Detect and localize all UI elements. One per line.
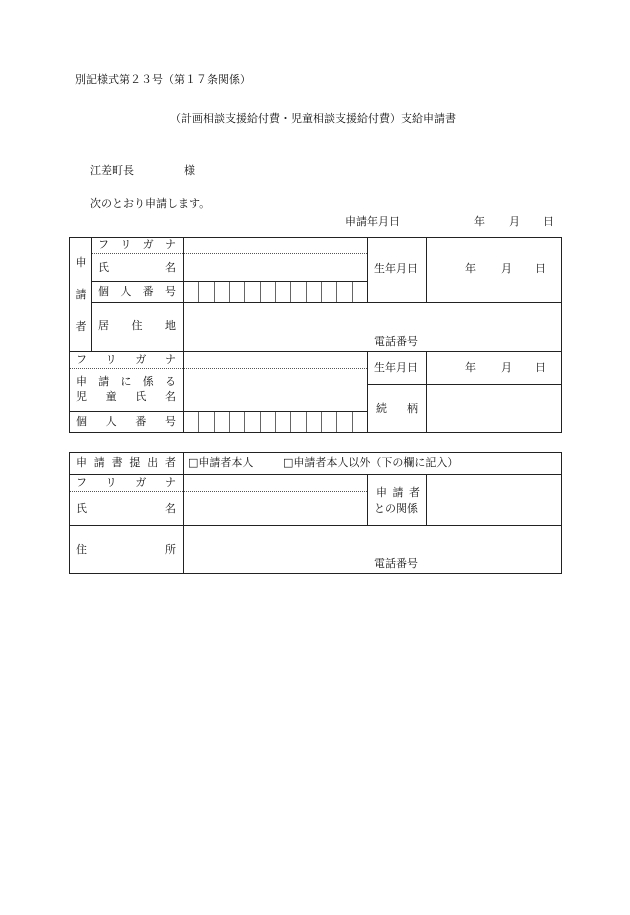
label-char: ナ	[164, 476, 176, 489]
applicant-section-char-1: 申	[75, 256, 87, 269]
submitter-furigana-input[interactable]	[184, 475, 367, 491]
label-char: 所	[165, 543, 176, 556]
application-date-day: 日	[543, 215, 554, 228]
addressee: 江差町長	[90, 164, 134, 177]
label-char: 申	[76, 375, 87, 388]
label-char: 氏	[98, 261, 109, 274]
label-char: 続	[376, 402, 387, 415]
label-char: フ	[76, 476, 87, 489]
submitter-relation-label-line1	[376, 486, 420, 500]
label-char: 童	[105, 390, 117, 403]
honorific: 様	[184, 164, 195, 177]
label-char: フ	[98, 238, 109, 251]
label-char: ナ	[164, 353, 176, 366]
submitter-relation-label-line2: との関係	[374, 502, 418, 515]
label-char: ナ	[164, 238, 176, 251]
application-date-month: 月	[509, 215, 520, 228]
submitter-name-label	[76, 502, 176, 516]
applicant-birth-day: 日	[535, 262, 546, 275]
label-char: ガ	[135, 353, 147, 366]
label-char: 係	[142, 375, 154, 388]
label-char: 氏	[135, 390, 147, 403]
label-char: 人	[120, 285, 132, 298]
submitter-phone-label: 電話番号	[374, 557, 418, 570]
child-name-input[interactable]	[184, 369, 367, 411]
applicant-name-input[interactable]	[184, 254, 367, 281]
submitter-relation-input[interactable]	[427, 475, 561, 525]
child-relation-input[interactable]	[427, 385, 561, 432]
child-birth-label: 生年月日	[374, 361, 418, 374]
child-birth-day: 日	[535, 361, 546, 374]
applicant-section-char-2: 請	[75, 288, 87, 301]
label-char: 申	[76, 456, 87, 469]
label-char: 請	[392, 486, 404, 499]
label-char: 個	[76, 415, 87, 428]
label-char: 居	[98, 319, 109, 332]
label-char: に	[120, 375, 132, 388]
label-char: 名	[164, 390, 176, 403]
label-char: リ	[105, 353, 117, 366]
applicant-birth-month: 月	[501, 262, 512, 275]
label-char: 柄	[407, 402, 418, 415]
submitter-address-label	[76, 543, 176, 557]
child-furigana-input[interactable]	[184, 352, 367, 368]
label-char: ガ	[142, 238, 154, 251]
label-char: 住	[131, 319, 143, 332]
label-char: 提	[129, 456, 141, 469]
label-char: 名	[165, 502, 176, 515]
label-char: 個	[98, 285, 109, 298]
applicant-phone-label: 電話番号	[374, 335, 418, 348]
label-char: る	[165, 375, 176, 388]
form-title: （計画相談支援給付費・児童相談支援給付費）支給申請書	[170, 112, 456, 125]
label-char: リ	[120, 238, 132, 251]
label-char: 請	[93, 456, 105, 469]
label-char: 児	[76, 390, 87, 403]
intro-text: 次のとおり申請します。	[90, 197, 211, 210]
applicant-birth-label: 生年月日	[374, 262, 418, 275]
label-char: 名	[165, 261, 176, 274]
label-char: 号	[164, 415, 176, 428]
label-char: 氏	[76, 502, 87, 515]
application-date-year: 年	[474, 215, 485, 228]
label-char: 号	[164, 285, 176, 298]
label-char: フ	[76, 353, 87, 366]
label-char: 人	[105, 415, 117, 428]
applicant-furigana-input[interactable]	[184, 238, 367, 253]
applicant-address-input[interactable]	[184, 303, 561, 351]
label-char: 番	[142, 285, 154, 298]
submitter-address-input[interactable]	[184, 526, 561, 573]
applicant-birth-year: 年	[465, 262, 476, 275]
label-char: 請	[98, 375, 110, 388]
label-char: 番	[135, 415, 147, 428]
child-birth-month: 月	[501, 361, 512, 374]
label-char: 者	[164, 456, 176, 469]
label-char: ガ	[135, 476, 147, 489]
submitter-label	[76, 456, 176, 470]
submitter-option-self-checkbox[interactable]: □申請者本人	[188, 456, 254, 469]
label-char: 地	[165, 319, 176, 332]
label-char: リ	[105, 476, 117, 489]
label-char: 申	[376, 486, 387, 499]
label-char: 住	[76, 543, 87, 556]
form-number: 別記様式第２３号（第１７条関係）	[75, 73, 251, 86]
label-char: 出	[147, 456, 159, 469]
applicant-birth-input[interactable]	[427, 238, 561, 302]
application-date-label: 申請年月日	[345, 215, 400, 228]
applicant-section-char-3: 者	[75, 320, 87, 333]
submitter-option-other-checkbox[interactable]: □申請者本人以外（下の欄に記入）	[283, 456, 459, 469]
label-char: 者	[409, 486, 420, 499]
submitter-name-input[interactable]	[184, 492, 367, 525]
submitter-furigana-label	[76, 476, 176, 490]
label-char: 書	[111, 456, 123, 469]
child-birth-year: 年	[465, 361, 476, 374]
